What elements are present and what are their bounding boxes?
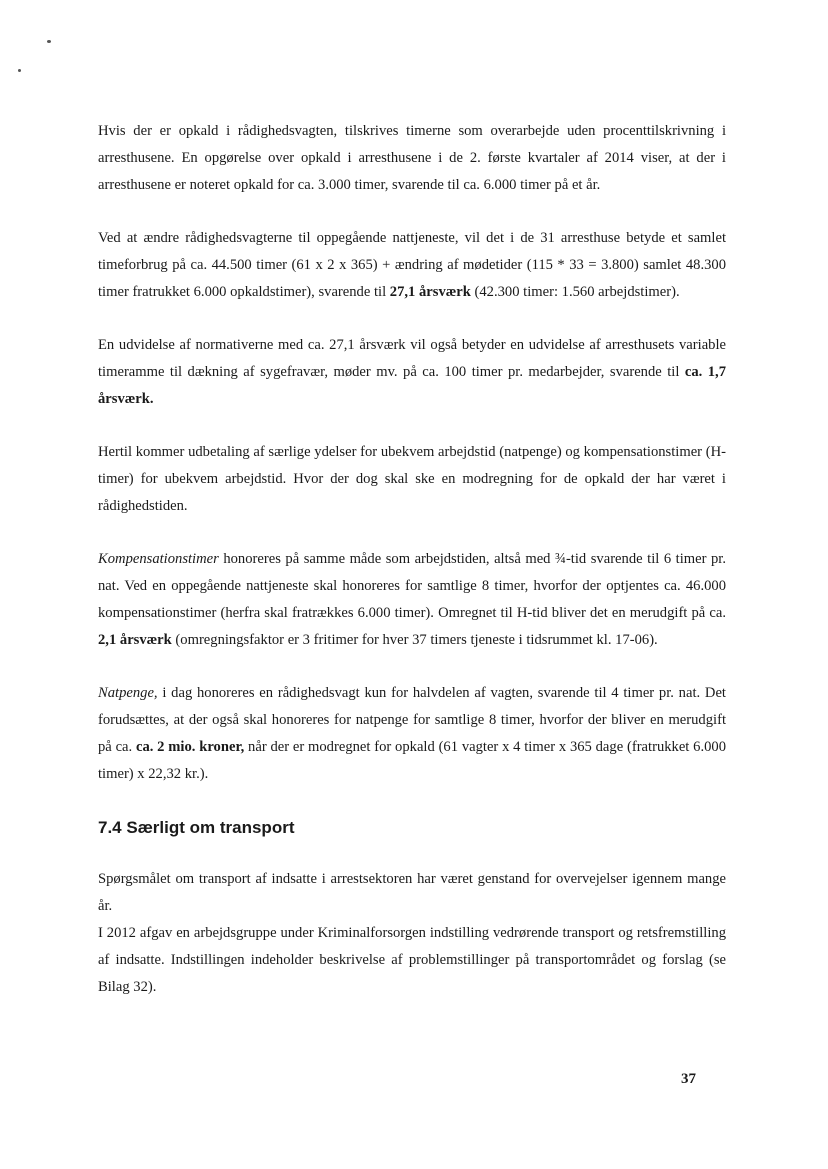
italic-term: Natpenge, [98, 685, 158, 701]
page-number: 37 [681, 1071, 696, 1087]
scan-speck [18, 69, 21, 72]
paragraph-normativer [98, 332, 726, 413]
bold-value: ca. 1,7 årsværk. [98, 364, 726, 407]
paragraph-ydelser: Hertil kommer udbetaling af særlige ydelser for ubekvem arbejdstid (natpenge) og kompensationstimer (H-timer) for ubekvem arbejdstid. Hvor der dog skal ske en modregning for de opkald der har været i rådighedstiden. [98, 444, 726, 514]
bold-value: 2,1 årsværk [98, 632, 172, 648]
paragraph-text: (42.300 timer: 1.560 arbejdstimer). [470, 284, 680, 300]
paragraph-transport: Spørgsmålet om transport af indsatte i arrestsektoren har været genstand for overvejelser igennem mange år. [98, 871, 726, 914]
paragraph-text: i dag honoreres en rådighedsvagt kun for halvdelen af vagten, svarende til 4 timer pr. nat. Det forudsættes, at der også skal honoreres for natpenge for samtlige 8 timer, hvorfor der bliver en merudgift på ca. [98, 685, 726, 755]
paragraph-text: Ved at ændre rådighedsvagterne til oppegående nattjeneste, vil det i de 31 arresthuse betyde et samlet timeforbrug på ca. 44.500 timer (61 x 2 x 365) + ændring af mødetider (115 * 33 = 3.800) samlet 48.300 timer fratrukket 6.000 opkaldstimer), svarende til [98, 230, 726, 300]
paragraph-nattjeneste [98, 225, 726, 306]
scan-speck [47, 40, 51, 43]
paragraph-text: (omregningsfaktor er 3 fritimer for hver 37 timers tjeneste i tidsrummet kl. 17-06). [171, 632, 658, 648]
paragraph-kompensationstimer [98, 546, 726, 654]
document-page [98, 118, 726, 1001]
paragraph-arbejdsgruppe: I 2012 afgav en arbejdsgruppe under Kriminalforsorgen indstilling vedrørende transport og retsfremstilling af indsatte. Indstillingen indeholder beskrivelse af problemstillinger på transportområdet og forslag (se Bilag 32). [98, 925, 726, 995]
paragraph-opkald: Hvis der er opkald i rådighedsvagten, tilskrives timerne som overarbejde uden procenttilskrivning i arresthusene. En opgørelse over opkald i arresthusene i de 2. første kvartaler af 2014 viser, at der i arresthusene er noteret opkald for ca. 3.000 timer, svarende til ca. 6.000 timer på et år. [98, 123, 726, 193]
paragraph-text: når der er modregnet for opkald (61 vagter x 4 timer x 365 dage (fratrukket 6.000 timer) x 22,32 kr.). [98, 739, 726, 782]
paragraph-natpenge [98, 680, 726, 788]
paragraph-text: En udvidelse af normativerne med ca. 27,1 årsværk vil også betyder en udvidelse af arresthusets variable timeramme til dækning af sygefravær, møder mv. på ca. 100 timer pr. medarbejder, svarende til [98, 337, 726, 380]
paragraph-text: honoreres på samme måde som arbejdstiden, altså med ¾-tid svarende til 6 timer pr. nat. Ved en oppegående nattjeneste skal honoreres for samtlige 8 timer, hvorfor der optjentes ca. 46.000 kompensationstimer (herfra skal fratrækkes 6.000 timer). Omregnet til H-tid bliver det en merudgift på ca. [98, 551, 726, 621]
section-heading: 7.4 Særligt om transport [98, 818, 295, 837]
bold-value: 27,1 årsværk [389, 284, 471, 300]
bold-value: ca. 2 mio. kroner, [135, 739, 245, 755]
italic-term: Kompensationstimer [98, 551, 219, 567]
